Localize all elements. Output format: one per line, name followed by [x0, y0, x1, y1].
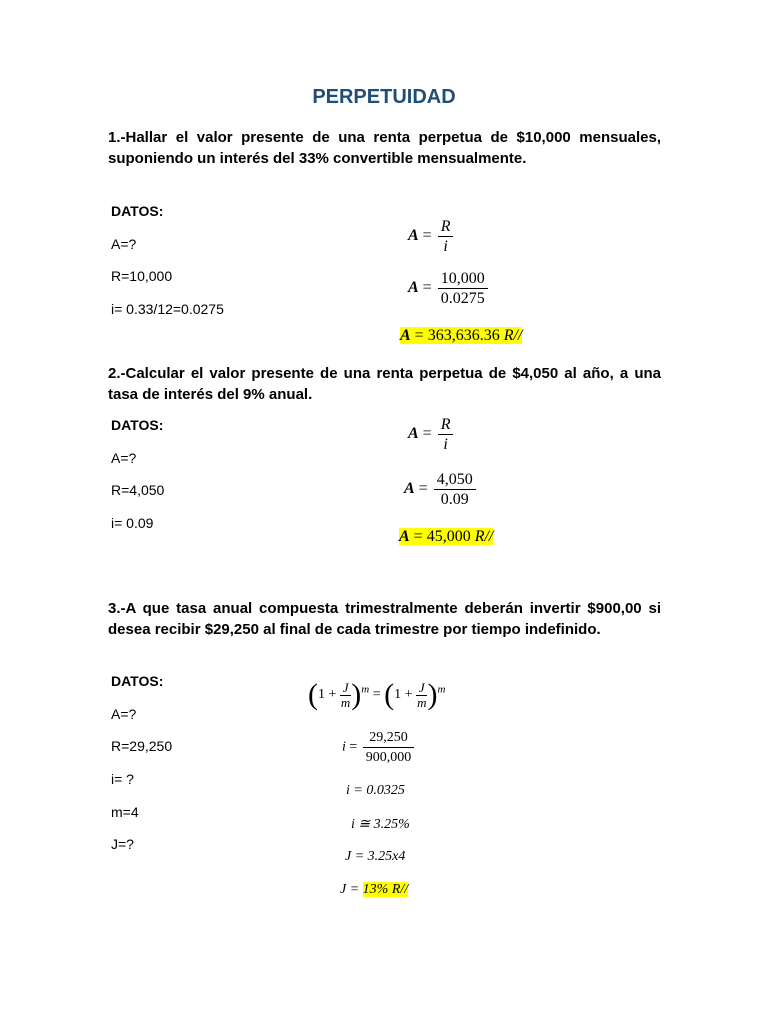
problem-1-statement: 1.-Hallar el valor presente de una renta perpetua de $10,000 mensuales, suponiendo un interés del 33% convertible mensualmente.: [108, 129, 661, 167]
problem-3-j-formula: J = 3.25x4: [345, 849, 406, 864]
problem-2-dato-a: A=?: [111, 450, 137, 466]
problem-2-result: A = 45,000 R//: [399, 528, 494, 545]
problem-3-rate-percent: i ≅ 3.25%: [351, 817, 410, 832]
problem-1-dato-i: i= 0.33/12=0.0275: [111, 301, 224, 317]
problem-2-dato-r: R=4,050: [111, 482, 165, 498]
problem-2-substitution: A = $\frac{4,050}{0.09}$: [404, 470, 478, 509]
problem-2-formula: A = $\frac{R}{i}$: [408, 415, 455, 454]
problem-3-dato-a: A=?: [111, 706, 137, 722]
problem-1-result: A = 363,636.36 R//: [400, 327, 523, 344]
problem-3-rate-value: i = 0.0325: [346, 783, 405, 798]
problem-3-dato-j: J=?: [111, 836, 134, 852]
problem-1-substitution: A = $\frac{10,000}{0.0275}$: [408, 269, 490, 308]
problem-3-dato-i: i= ?: [111, 771, 134, 787]
problem-1-dato-r: R=10,000: [111, 268, 173, 284]
problem-2-datos-heading: DATOS:: [111, 417, 164, 433]
problem-2-dato-i: i= 0.09: [111, 515, 154, 531]
problem-3-equivalence-formula: (1 + $\frac{J}{m}$ )$^m$ = (1 + $\frac{J}{m}$ )$^m$: [308, 678, 446, 711]
problem-3-dato-m: m=4: [111, 804, 139, 820]
problem-1-datos-heading: DATOS:: [111, 203, 164, 219]
problem-3-datos-heading: DATOS:: [111, 673, 164, 689]
problem-1-dato-a: A=?: [111, 236, 137, 252]
problem-1-formula: A = $\frac{R}{i}$: [408, 217, 455, 256]
problem-3-statement: 3.-A que tasa anual compuesta trimestralmente deberán invertir $900,00 si desea recibir $29,250 al final de cada trimestre por tiempo indefinido.: [108, 600, 661, 638]
problem-2-statement: 2.-Calcular el valor presente de una renta perpetua de $4,050 al año, a una tasa de interés del 9% anual.: [108, 365, 661, 403]
page-title: PERPETUIDAD: [312, 86, 456, 108]
problem-3-result: J = 13% R//: [340, 882, 409, 897]
problem-3-rate-formula: i = $\frac{29,250}{900,000}$: [342, 728, 416, 767]
problem-3-dato-r: R=29,250: [111, 738, 173, 754]
